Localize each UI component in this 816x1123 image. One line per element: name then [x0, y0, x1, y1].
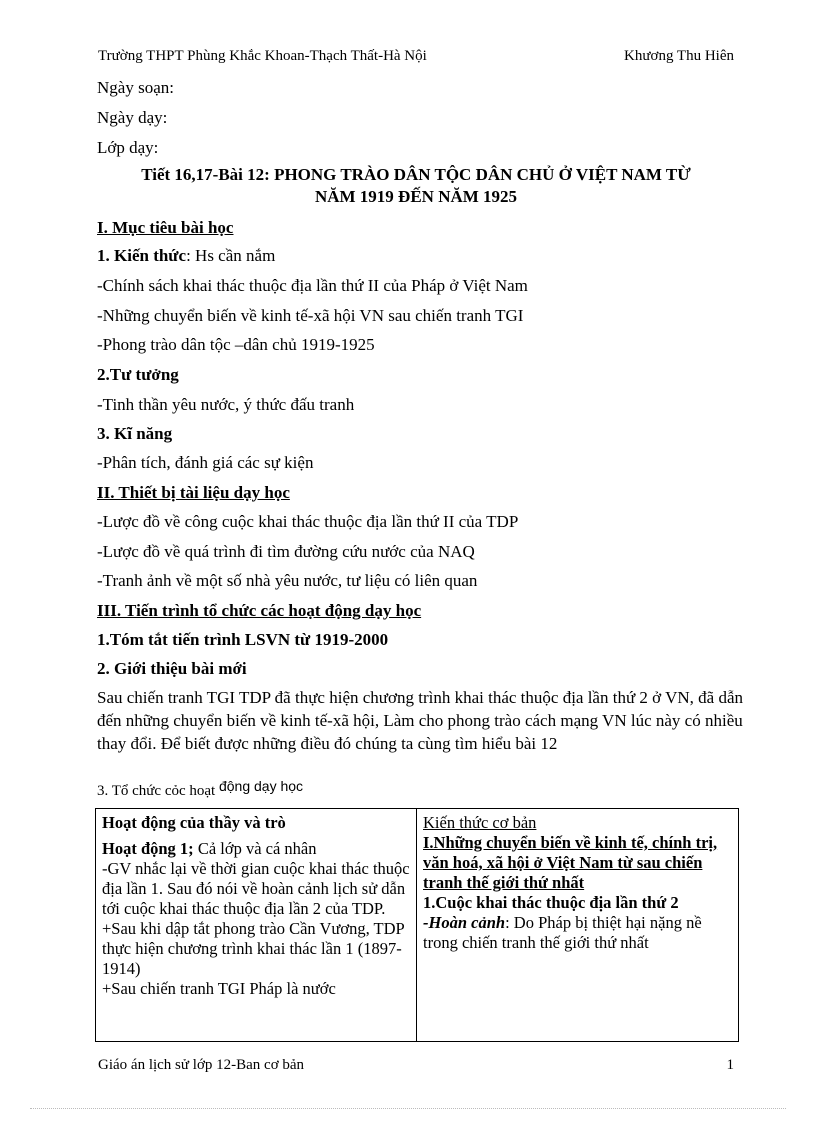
activity-1: [102, 839, 410, 859]
sec2-heading: [97, 483, 290, 503]
lesson-title: [97, 164, 735, 208]
ngay-day: Ngày dạy:: [97, 108, 168, 127]
kinang-label: 3. Kĩ năng: [97, 424, 173, 443]
footer-text: Giáo án lịch sử lớp 12-Ban cơ bản: [98, 1057, 305, 1073]
sec2-item: -Lược đồ về công cuộc khai thác thuộc địa lần thứ II của TDP: [97, 512, 519, 531]
title-line-2: NĂM 1919 ĐẾN NĂM 1925: [314, 187, 518, 206]
sec1-heading: [97, 218, 233, 238]
sec2-item: -Lược đồ về quá trình đi tìm đường cứu nước của NAQ: [97, 542, 475, 561]
sec1-heading-text: I. Mục tiêu bài học: [97, 218, 234, 237]
sec2-item: -Tranh ảnh về một số nhà yêu nước, tư liệu có liên quan: [97, 571, 478, 590]
right-section: I.Những chuyển biến về kinh tế, chính trị, văn hoá, xã hội ở Việt Nam từ sau chiến tranh thế giới thứ nhất: [423, 833, 718, 892]
kienthuc-item: -Phong trào dân tộc –dân chủ 1919-1925: [97, 335, 375, 354]
right-context: [423, 913, 732, 953]
left-header: Hoạt động của thầy và trò: [102, 813, 286, 832]
sec3-heading-text: III. Tiến trình tổ chức các hoạt động dạy học: [97, 601, 422, 620]
left-line: -GV nhắc lại về thời gian cuộc khai thác thuộc địa lần 1. Sau đó nói về hoàn cảnh lịch sử dẫn tới cuộc khai thác thuộc địa lần 2 của TDP.: [102, 859, 410, 918]
header-author: Khương Thu Hiên: [624, 48, 734, 64]
kinang-item: -Phân tích, đánh giá các sự kiện: [97, 453, 314, 472]
page-bottom-divider: [30, 1108, 786, 1109]
right-context-label: -Hoàn cảnh: [423, 913, 506, 932]
sec3-sub1: 1.Tóm tắt tiến trình LSVN từ 1919-2000: [97, 630, 389, 649]
sec3-heading: [97, 601, 421, 621]
right-subsection: 1.Cuộc khai thác thuộc địa lần thứ 2: [423, 893, 679, 912]
knowledge-cell: [417, 809, 739, 1042]
page-number: 1: [726, 1057, 734, 1073]
sec3-sub3: [97, 778, 304, 800]
teacher-student-cell: [96, 809, 417, 1042]
sec2-heading-text: II. Thiết bị tài liệu dạy học: [97, 483, 290, 502]
table-row: [96, 809, 739, 1042]
right-header: Kiến thức cơ bản: [423, 813, 537, 832]
activity-table: [95, 808, 739, 1042]
header-school: Trường THPT Phùng Khắc Khoan-Thạch Thất-Hà Nội: [98, 48, 427, 64]
activity-1-rest: Cả lớp và cá nhân: [193, 839, 317, 858]
sec3-sub2: 2. Giới thiệu bài mới: [97, 659, 247, 678]
activity-1-label: Hoạt động 1;: [102, 839, 194, 858]
kienthuc-item: -Những chuyển biến về kinh tế-xã hội VN sau chiến tranh TGI: [97, 306, 524, 325]
lop-day: Lớp dạy:: [97, 138, 159, 157]
kienthuc-line: [97, 246, 275, 266]
kienthuc-rest: : Hs cần nắm: [186, 246, 276, 265]
right-context-rest: : Do Pháp bị thiệt hại nặng nề trong chiến tranh thế giới thứ nhất: [423, 913, 702, 952]
intro-paragraph: Sau chiến tranh TGI TDP đã thực hiện chương trình khai thác thuộc địa lần thứ 2 ở VN, đã dẫn đến những chuyển biến về kinh tế-xã hội, Làm cho phong trào cách mạng VN lúc này có nhiều thay đổi. Để biết được những điều đó chúng ta cùng tìm hiểu bài 12: [97, 688, 743, 753]
kienthuc-item: -Chính sách khai thác thuộc địa lần thứ II của Pháp ở Việt Nam: [97, 276, 528, 295]
tutuong-item: -Tinh thần yêu nước, ý thức đấu tranh: [97, 395, 355, 414]
kienthuc-label: 1. Kiến thức: [97, 246, 187, 265]
ngay-soan: Ngày soạn:: [97, 78, 174, 97]
title-line-1: Tiết 16,17-Bài 12: PHONG TRÀO DÂN TỘC DÂN CHỦ Ở VIỆT NAM TỪ: [141, 165, 691, 184]
sec3-sub3-b: động dạy học: [218, 778, 304, 794]
left-line: +Sau chiến tranh TGI Pháp là nước: [102, 979, 336, 998]
tutuong-label: 2.Tư tưởng: [97, 365, 179, 384]
left-line: +Sau khi dập tắt phong trào Cần Vương, TDP thực hiện chương trình khai thác lần 1 (1897-1914): [102, 919, 405, 978]
sec3-sub3-a: 3. Tổ chức cỏc hoạt: [97, 783, 216, 799]
